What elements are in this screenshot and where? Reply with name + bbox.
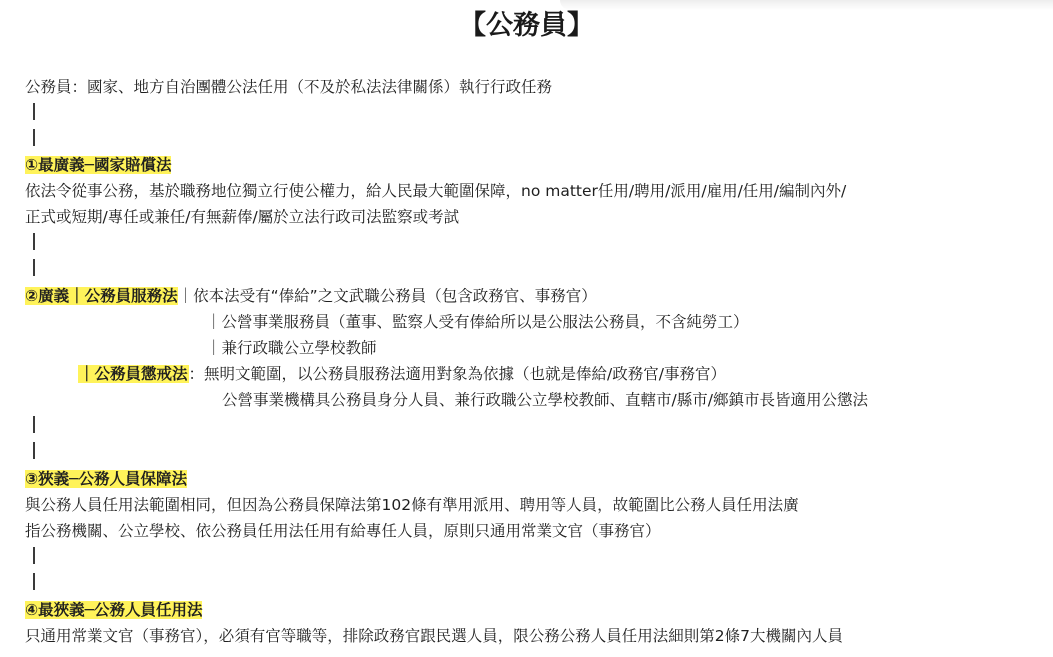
section-2-item-3: 兼行政職公立學校教師 — [221, 339, 377, 357]
connector-bar — [33, 103, 35, 120]
section-3 — [25, 466, 187, 492]
section-2-row-3 — [206, 335, 377, 361]
section-2-sub-colon: ： — [188, 365, 205, 383]
section-4-heading: ④最狹義─公務人員任用法 — [25, 601, 203, 619]
connector-bar — [33, 573, 35, 590]
section-2-sub-line-1: 無明文範圍，以公務員服務法適用對象為依據（也就是俸給/政務官/事務官） — [204, 365, 726, 383]
section-2-row-1 — [25, 283, 597, 309]
section-3-line-2: 指公務機關、公立學校、依公務員任用法任用有給專任人員，原則只通用常業文官（事務官） — [25, 522, 661, 540]
section-1-line-1: 依法令從事公務，基於職務地位獨立行使公權力，給人民最大範圍保障，no matter任用/聘用/派用/雇用/任用/編制內外/ — [25, 182, 847, 200]
section-3-line-1: 與公務人員任用法範圍相同，但因為公務員保障法第102條有準用派用、聘用等人員，故範圍比公務人員任用法廣 — [25, 496, 799, 514]
connector-bar — [33, 259, 35, 276]
connector-bar — [33, 233, 35, 250]
connector-bar — [33, 442, 35, 459]
section-2-sub-line-2: 公營事業機構具公務員身分人員、兼行政職公立學校教師、直轄市/縣市/鄉鎮市長皆適用公懲法 — [222, 391, 868, 409]
section-1-heading: ①最廣義─國家賠償法 — [25, 156, 172, 174]
connector-bar — [33, 416, 35, 433]
section-2-separator: ｜ — [177, 287, 194, 305]
section-2-sub-heading: ｜公務員懲戒法 — [79, 365, 188, 383]
section-2-row-2 — [206, 309, 749, 335]
connector-bar — [33, 129, 35, 146]
section-1 — [25, 152, 171, 178]
section-1-line-2: 正式或短期/專任或兼任/有無薪俸/屬於立法行政司法監察或考試 — [25, 208, 460, 226]
section-2-sub-row-1 — [78, 361, 726, 387]
section-2-item-2: 公營事業服務員（董事、監察人受有俸給所以是公服法公務員，不含純勞工） — [221, 313, 749, 331]
section-2-separator: ｜ — [206, 313, 222, 331]
section-2-separator: ｜ — [206, 339, 222, 357]
connector-bar — [33, 547, 35, 564]
section-3-heading: ③狹義─公務人員保障法 — [25, 470, 187, 488]
intro-text: 公務員：國家、地方自治團體公法任用（不及於私法法律關係）執行行政任務 — [25, 78, 553, 96]
section-4 — [25, 597, 202, 623]
section-4-line-1: 只通用常業文官（事務官），必須有官等職等，排除政務官跟民選人員，限公務公務人員任用法細則第2條7大機關內人員 — [25, 627, 843, 645]
page-title: 【公務員】 — [459, 10, 594, 41]
section-2-item-1: 依本法受有“俸給”之文武職公務員（包含政務官、事務官） — [193, 287, 597, 305]
section-2-heading: ②廣義｜公務員服務法 — [25, 287, 178, 305]
